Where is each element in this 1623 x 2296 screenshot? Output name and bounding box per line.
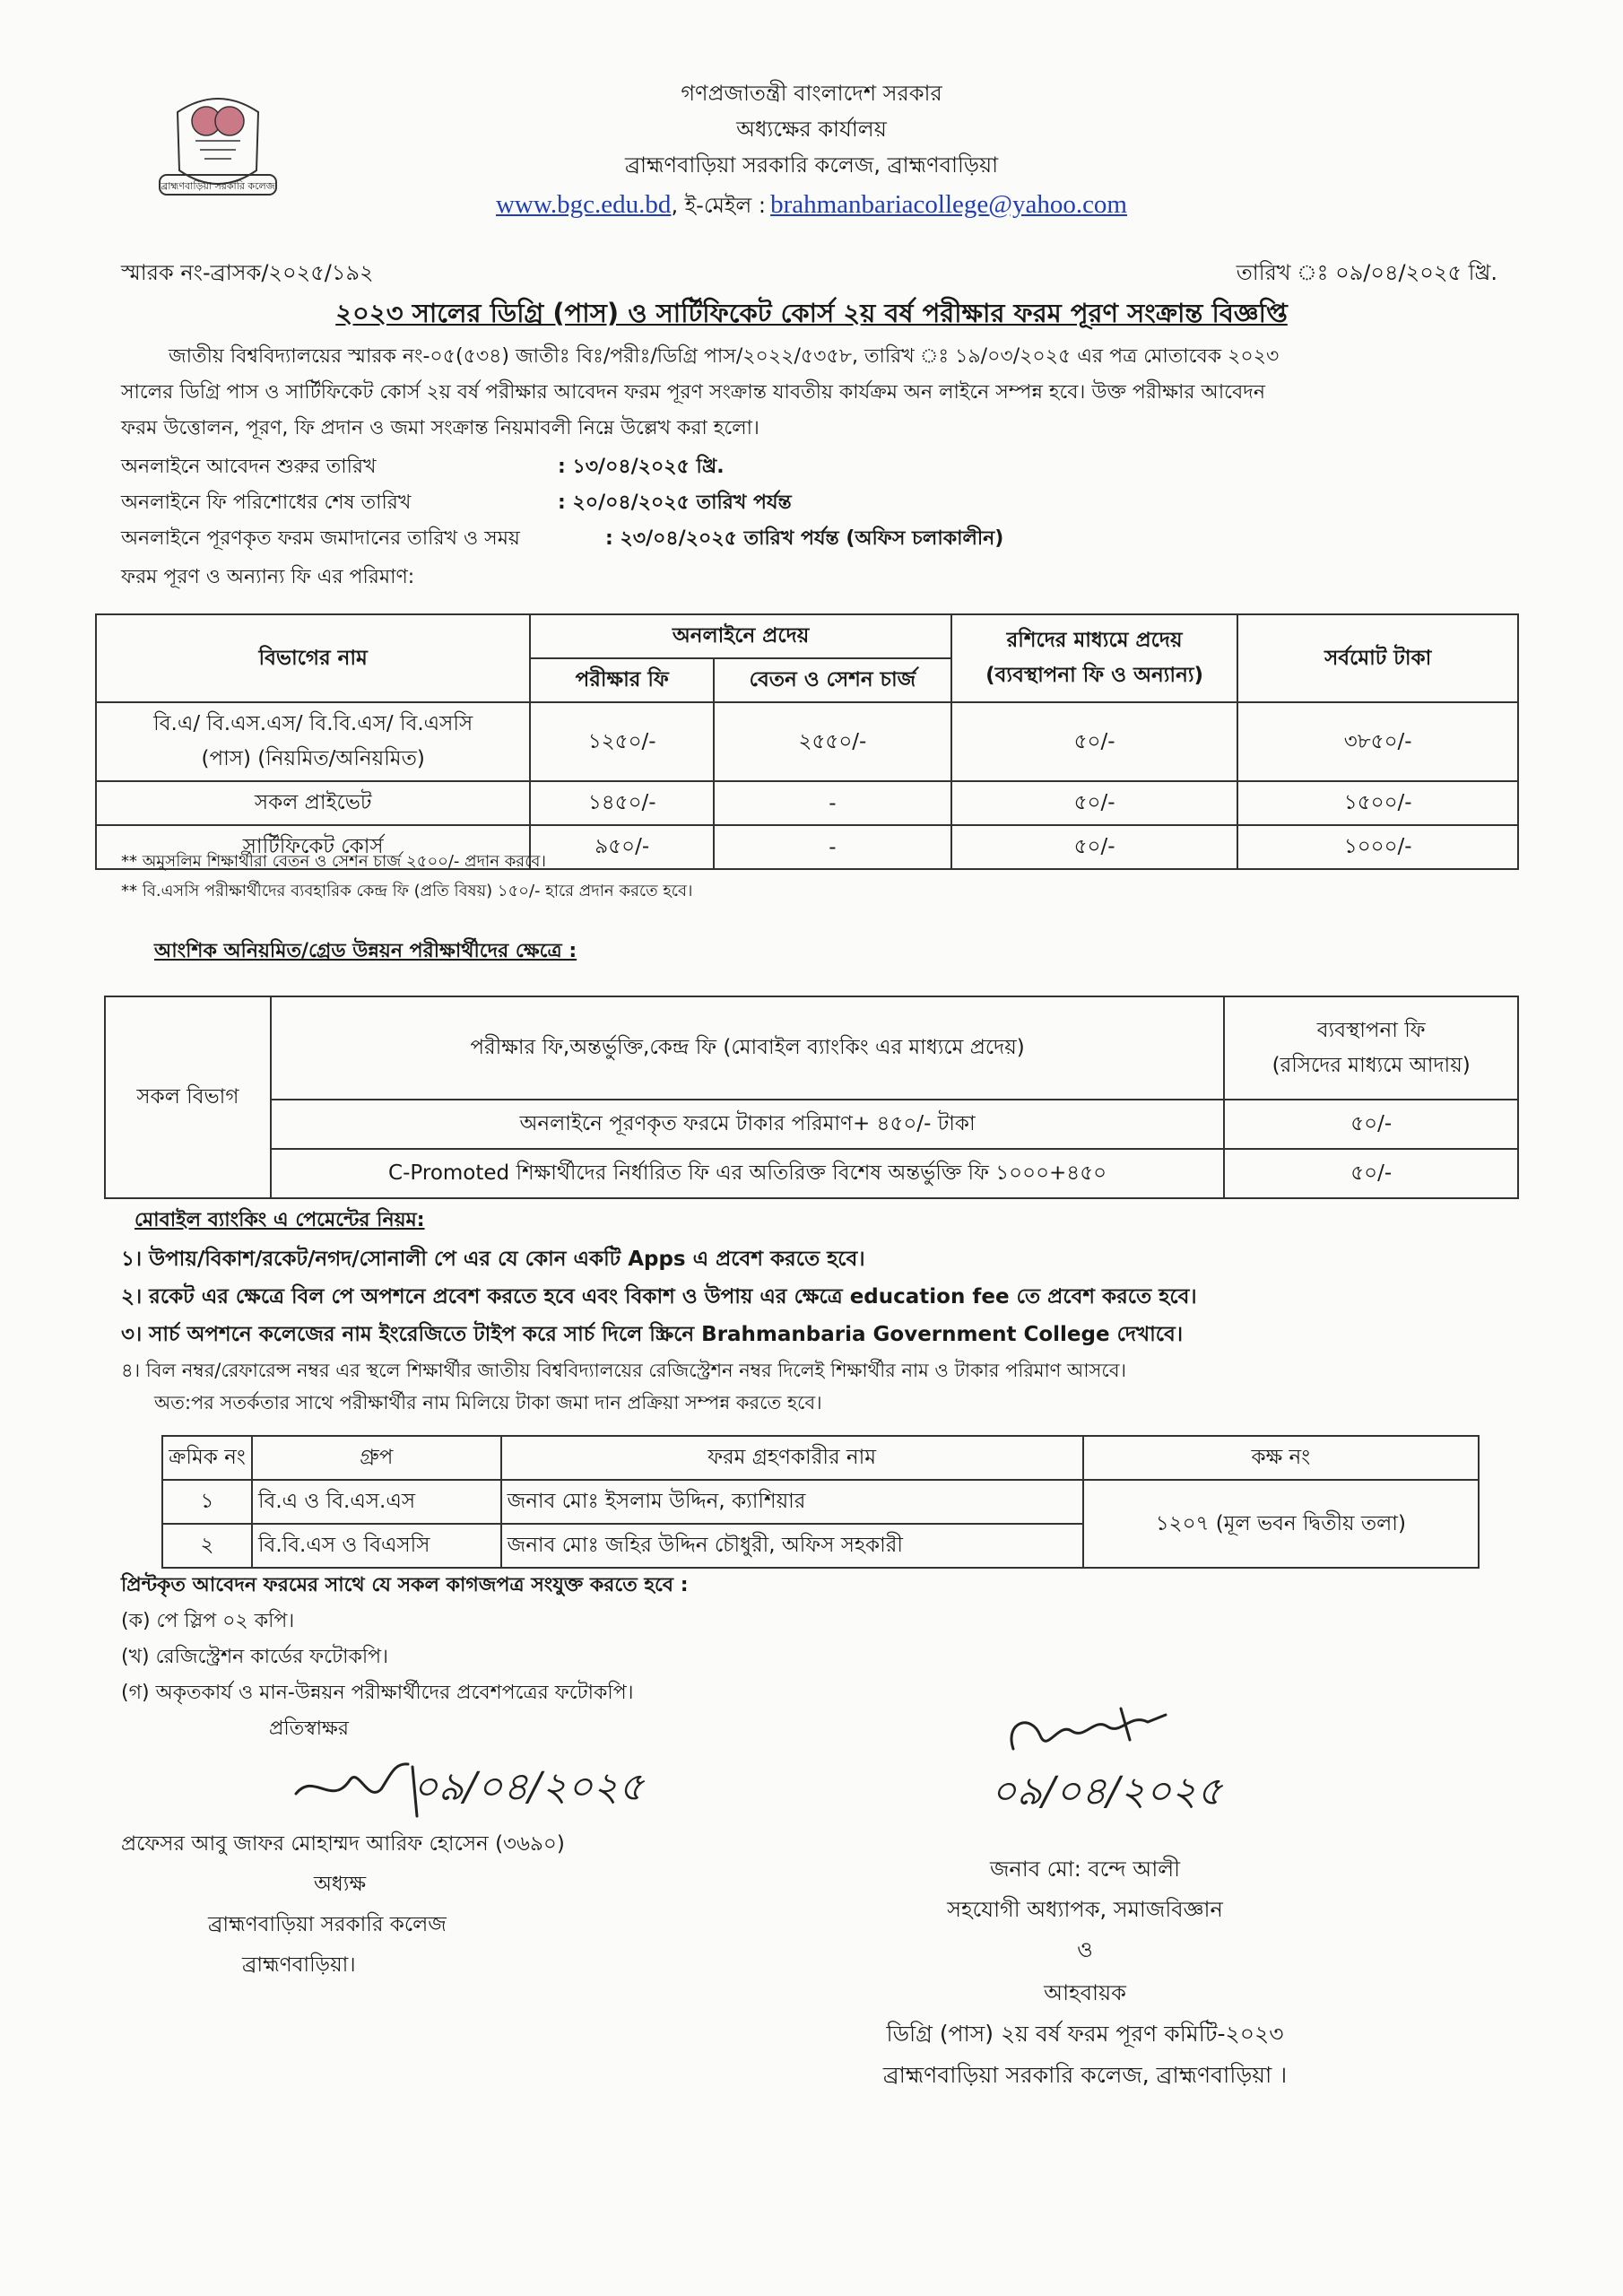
- mobile-rule-2: ২। রকেট এর ক্ষেত্রে বিল পে অপশনে প্রবেশ করতে হবে এবং বিকাশ ও উপায় এর ক্ষেত্রে education fee তে প্রবেশ করতে হবে।: [121, 1285, 1197, 1309]
- fee-receipt: ৫০/-: [951, 825, 1238, 869]
- fee-salary: -: [714, 781, 951, 825]
- partial-desc: C-Promoted শিক্ষার্থীদের নির্ধারিত ফি এর অতিরিক্ত বিশেষ অন্তর্ভুক্তি ফি ১০০০+৪৫০: [271, 1149, 1225, 1198]
- intro-line-3: ফরম উত্তোলন, পূরণ, ফি প্রদান ও জমা সংক্রান্ত নিয়মাবলী নিম্নে উল্লেখ করা হলো।: [121, 417, 759, 439]
- doc-item-3: (গ) অকৃতকার্য ও মান-উন্নয়ন পরীক্ষার্থীদের প্রবেশপত্রের ফটোকপি।: [121, 1682, 634, 1704]
- mobile-rule-1: ১। উপায়/বিকাশ/রকেট/নগদ/সোনালী পে এর যে কোন একটি Apps এ প্রবেশ করতে হবে।: [121, 1248, 865, 1271]
- fee-heading: ফরম পূরণ ও অন্যান্য ফি এর পরিমাণ:: [121, 566, 415, 588]
- date-value-fee: : ২০/০৪/২০২৫ তারিখ পর্যন্ত: [558, 491, 792, 514]
- email-label: , ই-মেইল :: [671, 193, 766, 218]
- office-title: অধ্যক্ষের কার্যালয়: [736, 117, 887, 142]
- left-signer-place: ব্রাহ্মণবাড়িয়া।: [242, 1953, 356, 1977]
- date-label-fee: অনলাইনে ফি পরিশোধের শেষ তারিখ: [121, 491, 412, 514]
- doc-item-2: (খ) রেজিস্ট্রেশন কার্ডের ফটোকপি।: [121, 1646, 388, 1668]
- fee-dept-cell: [96, 702, 530, 781]
- right-signer-org: ব্রাহ্মণবাড়িয়া সরকারি কলেজ, ব্রাহ্মণবাড়িয়া ।: [882, 2062, 1288, 2088]
- fee-header-exam: পরীক্ষার ফি: [530, 658, 714, 702]
- left-signer-designation: অধ্যক্ষ: [314, 1873, 367, 1896]
- date-label-submit: অনলাইনে পূরণকৃত ফরম জমাদানের তারিখ ও সময়: [121, 527, 520, 550]
- note-2: ** বি.এসসি পরীক্ষার্থীদের ব্যবহারিক কেন্দ্র ফি (প্রতি বিষয়) ১৫০/- হারে প্রদান করতে হবে।: [121, 882, 693, 900]
- staff-sl: ১: [162, 1480, 252, 1524]
- staff-header-sl: ক্রমিক নং: [162, 1436, 252, 1480]
- fee-exam: ১২৫০/-: [530, 702, 714, 781]
- fee-total: ১০০০/-: [1237, 825, 1518, 869]
- staff-header-group: গ্রুপ: [252, 1436, 501, 1480]
- left-handwritten-date: ০৯/০৪/২০২৫: [412, 1764, 645, 1810]
- staff-name: জনাব মোঃ জহির উদ্দিন চৌধুরী, অফিস সহকারী: [501, 1524, 1083, 1568]
- fee-total: ৩৮৫০/-: [1237, 702, 1518, 781]
- date-label-start: অনলাইনে আবেদন শুরুর তারিখ: [121, 456, 377, 478]
- right-handwritten-date: ০৯/০৪/২০২৫: [991, 1769, 1223, 1814]
- left-signer-name: প্রফেসর আবু জাফর মোহাম্মদ আরিফ হোসেন (৩৬৯০): [121, 1832, 565, 1856]
- logo-text: ব্রাহ্মণবাড়িয়া সরকারি কলেজ: [161, 180, 275, 192]
- fee-receipt: ৫০/-: [951, 781, 1238, 825]
- intro-line-1: জাতীয় বিশ্ববিদ্যালয়ের স্মারক নং-০৫(৫৩৪) জাতীঃ বিঃ/পরীঃ/ডিগ্রি পাস/২০২২/৫৩৫৮, তারিখ ঃ ১৯/০৩/২০২৫ এর পত্র মোতাবেক ২০২৩: [169, 345, 1280, 368]
- docs-heading: প্রিন্টকৃত আবেদন ফরমের সাথে যে সকল কাগজপত্র সংযুক্ত করতে হবে :: [121, 1574, 689, 1596]
- note-1: ** অমুসলিম শিক্ষার্থীরা বেতন ও সেশন চার্জ ২৫০০/- প্রদান করবে।: [121, 852, 546, 871]
- date-value-submit: : ২৩/০৪/২০২৫ তারিখ পর্যন্ত (অফিস চলাকালীন): [605, 527, 1004, 550]
- fee-total: ১৫০০/-: [1237, 781, 1518, 825]
- fee-row: [96, 702, 1518, 781]
- partial-desc: অনলাইনে পূরণকৃত ফরমে টাকার পরিমাণ+ ৪৫০/- টাকা: [271, 1100, 1225, 1149]
- website-link[interactable]: www.bgc.edu.bd: [495, 190, 672, 219]
- mobile-heading: মোবাইল ব্যাংকিং এ পেমেন্টের নিয়ম:: [135, 1209, 425, 1231]
- contact-line: [0, 190, 1623, 220]
- partial-fee-table: [104, 996, 1519, 1199]
- partial-heading: আংশিক অনিয়মিত/গ্রেড উন্নয়ন পরীক্ষার্থীদের ক্ষেত্রে :: [154, 940, 577, 962]
- partial-header-mgmt: ব্যবস্থাপনা ফি: [1316, 1018, 1426, 1042]
- right-signer-name: জনাব মো: বন্দে আলী: [989, 1857, 1181, 1882]
- fee-dept: সকল প্রাইভেট: [96, 781, 530, 825]
- staff-group: বি.এ ও বি.এস.এস: [252, 1480, 501, 1524]
- memo-date: তারিখ ঃ ০৯/০৪/২০২৫ খ্রি.: [1236, 260, 1497, 285]
- fee-dept: বি.এ/ বি.এস.এস/ বি.বি.এস/ বি.এসসি: [153, 712, 473, 735]
- right-signer-and: ও: [1077, 1937, 1093, 1962]
- doc-item-1: (ক) পে স্লিপ ০২ কপি।: [121, 1610, 295, 1632]
- fee-header-total: সর্বমোট টাকা: [1237, 614, 1518, 702]
- mobile-rule-3: ৩। সার্চ অপশনে কলেজের নাম ইংরেজিতে টাইপ করে সার্চ দিলে স্ক্রিনে Brahmanbaria Government College দেখাবে।: [121, 1323, 1184, 1346]
- partial-header-mgmt-cell: [1224, 996, 1518, 1100]
- fee-salary: ২৫৫০/-: [714, 702, 951, 781]
- fee-exam: ১৪৫০/-: [530, 781, 714, 825]
- memo-number: স্মারক নং-ব্রাসক/২০২৫/১৯২: [121, 260, 374, 285]
- fee-header-receipt-sub: (ব্যবস্থাপনা ফি ও অন্যান্য): [985, 664, 1204, 687]
- fee-header-receipt-label: রশিদের মাধ্যমে প্রদেয়: [1006, 629, 1183, 652]
- fee-receipt: ৫০/-: [951, 702, 1238, 781]
- college-title: ব্রাহ্মণবাড়িয়া সরকারি কলেজ, ব্রাহ্মণবাড়িয়া: [624, 152, 999, 178]
- mobile-rule-5: অত:পর সতর্কতার সাথে পরীক্ষার্থীর নাম মিলিয়ে টাকা জমা দান প্রক্রিয়া সম্পন্ন করতে হবে।: [154, 1392, 822, 1413]
- staff-row: [162, 1480, 1479, 1524]
- fee-dept-sub: (পাস) (নিয়মিত/অনিয়মিত): [201, 747, 425, 770]
- intro-line-2: সালের ডিগ্রি পাস ও সার্টিফিকেট কোর্স ২য় বর্ষ পরীক্ষার আবেদন ফরম পূরণ সংক্রান্ত যাবতীয় কার্যক্রম অন লাইনে সম্পন্ন হবে। উক্ত পরীক্ষার আবেদন: [121, 381, 1265, 404]
- fee-header-salary: বেতন ও সেশন চার্জ: [714, 658, 951, 702]
- partial-header-fee: পরীক্ষার ফি,অন্তর্ভুক্তি,কেন্দ্র ফি (মোবাইল ব্যাংকিং এর মাধ্যমে প্রদেয়): [271, 996, 1225, 1100]
- government-title: গণপ্রজাতন্ত্রী বাংলাদেশ সরকার: [681, 81, 942, 106]
- partial-fee: ৫০/-: [1224, 1149, 1518, 1198]
- fee-dept: সার্টিফিকেট কোর্স: [96, 825, 530, 869]
- staff-group: বি.বি.এস ও বিএসসি: [252, 1524, 501, 1568]
- staff-sl: ২: [162, 1524, 252, 1568]
- fee-header-receipt: [951, 614, 1238, 702]
- fee-table: [95, 613, 1519, 870]
- fee-header-online: অনলাইনে প্রদেয়: [530, 614, 950, 658]
- fee-exam: ৯৫০/-: [530, 825, 714, 869]
- partial-row: [105, 1100, 1518, 1149]
- partial-header-mgmt-sub: (রসিদের মাধ্যমে আদায়): [1271, 1053, 1471, 1077]
- fee-header-dept: বিভাগের নাম: [96, 614, 530, 702]
- staff-name: জনাব মোঃ ইসলাম উদ্দিন, ক্যাশিয়ার: [501, 1480, 1083, 1524]
- date-value-start: : ১৩/০৪/২০২৫ খ্রি.: [558, 456, 725, 478]
- staff-table: [161, 1435, 1480, 1569]
- fee-row: [96, 781, 1518, 825]
- countersign-label: প্রতিস্বাক্ষর: [269, 1718, 349, 1740]
- email-link[interactable]: brahmanbariacollege@yahoo.com: [770, 190, 1127, 219]
- partial-fee: ৫০/-: [1224, 1100, 1518, 1149]
- right-signer-committee: ডিগ্রি (পাস) ২য় বর্ষ ফরম পূরণ কমিটি-২০২৩: [886, 2021, 1284, 2047]
- right-signer-role: আহবায়ক: [1044, 1980, 1126, 2005]
- partial-dept: সকল বিভাগ: [105, 996, 271, 1198]
- partial-row: [105, 1149, 1518, 1198]
- mobile-rule-4: ৪। বিল নম্বর/রেফারেন্স নম্বর এর স্থলে শিক্ষার্থীর জাতীয় বিশ্ববিদ্যালয়ের রেজিস্ট্রেশন নম্বর দিলেই শিক্ষার্থীর নাম ও টাকার পরিমাণ আসবে।: [121, 1360, 1127, 1381]
- notice-title: ২০২৩ সালের ডিগ্রি (পাস) ও সার্টিফিকেট কোর্স ২য় বর্ষ পরীক্ষার ফরম পূরণ সংক্রান্ত বিজ্ঞপ্তি: [335, 298, 1288, 328]
- fee-salary: -: [714, 825, 951, 869]
- staff-header-name: ফরম গ্রহণকারীর নাম: [501, 1436, 1083, 1480]
- staff-room: ১২০৭ (মূল ভবন দ্বিতীয় তলা): [1083, 1480, 1479, 1568]
- left-signer-org: ব্রাহ্মণবাড়িয়া সরকারি কলেজ: [208, 1913, 447, 1936]
- right-signer-designation: সহযোগী অধ্যাপক, সমাজবিজ্ঞান: [947, 1897, 1223, 1922]
- staff-header-room: কক্ষ নং: [1083, 1436, 1479, 1480]
